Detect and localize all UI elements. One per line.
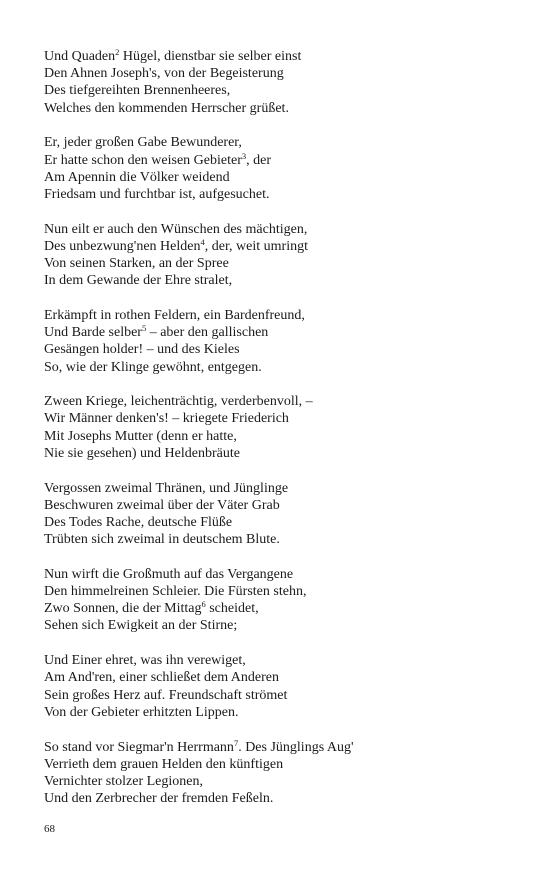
poem-line: [44, 255, 514, 272]
poem-line: [44, 704, 514, 721]
line-text: Zween Kriege, leichenträchtig, verderbenvoll, –: [44, 394, 313, 410]
line-text: Nun wirft die Großmuth auf das Vergangene: [44, 566, 294, 582]
line-text: Mit Josephs Mutter (denn er hatte,: [44, 428, 237, 444]
poem-line: [44, 48, 514, 65]
stanza: [44, 393, 514, 462]
line-text: Wir Männer denken's! – kriegete Friederich: [44, 411, 289, 427]
stanza: [44, 221, 514, 290]
line-text: Nun eilt er auch den Wünschen des mächtigen,: [44, 221, 308, 237]
line-text: Er hatte schon den weisen Gebieter: [44, 152, 242, 168]
line-text: Den himmelreinen Schleier. Die Fürsten stehn,: [44, 584, 307, 600]
line-text: Er, jeder großen Gabe Bewunderer,: [44, 135, 242, 151]
line-text: Nie sie gesehen) und Heldenbräute: [44, 445, 240, 461]
poem-line: [44, 393, 514, 410]
poem-line: [44, 480, 514, 497]
poem-line: [44, 238, 514, 255]
footnote-marker: 7: [233, 737, 239, 748]
line-text-continued: . Des Jünglings Aug': [238, 739, 354, 755]
poem-line: [44, 600, 514, 617]
line-text: Und Quaden: [44, 49, 116, 64]
poem-line: [44, 652, 514, 669]
poem-line: [44, 497, 514, 514]
stanza: [44, 566, 514, 635]
poem-line: [44, 152, 514, 169]
line-text-continued: , der, weit umringt: [204, 238, 308, 254]
line-text-continued: Hügel, dienstbar sie selber einst: [119, 49, 302, 64]
poem-line: [44, 410, 514, 427]
line-text-continued: , der: [246, 152, 272, 168]
footnote-marker: 5: [141, 323, 147, 334]
line-text: Friedsam und furchtbar ist, aufgesuchet.: [44, 186, 270, 202]
line-text: Verrieth dem grauen Helden den künftigen: [44, 756, 284, 772]
poem-text: [44, 48, 514, 825]
stanza: [44, 134, 514, 203]
poem-line: [44, 756, 514, 773]
page-number: 68: [44, 823, 55, 835]
poem-line: [44, 82, 514, 99]
line-text: Vernichter stolzer Legionen,: [44, 773, 203, 789]
poem-line: [44, 186, 514, 203]
poem-line: [44, 514, 514, 531]
line-text: Gesängen holder! – und des Kieles: [44, 342, 240, 358]
poem-line: [44, 773, 514, 790]
poem-line: [44, 307, 514, 324]
stanza: [44, 739, 514, 808]
line-text: Vergossen zweimal Thränen, und Jünglinge: [44, 480, 289, 496]
line-text: Und den Zerbrecher der fremden Feßeln.: [44, 791, 274, 807]
poem-line: [44, 669, 514, 686]
poem-line: [44, 428, 514, 445]
poem-line: [44, 272, 514, 289]
line-text: Des tiefgereihten Brennenheeres,: [44, 83, 231, 99]
poem-line: [44, 445, 514, 462]
line-text: Welches den kommenden Herrscher grüßet.: [44, 100, 289, 116]
footnote-marker: 2: [115, 47, 120, 57]
line-text: Erkämpft in rothen Feldern, ein Bardenfreund,: [44, 307, 305, 323]
poem-line: [44, 687, 514, 704]
poem-line: [44, 169, 514, 186]
poem-line: [44, 100, 514, 117]
line-text: So stand vor Siegmar'n Herrmann: [44, 739, 234, 755]
line-text: Am And'ren, einer schließet dem Anderen: [44, 670, 280, 686]
poem-line: [44, 341, 514, 358]
poem-line: [44, 65, 514, 82]
line-text-continued: scheidet,: [205, 601, 259, 617]
poem-line: [44, 583, 514, 600]
line-text: Und Einer ehret, was ihn verewiget,: [44, 653, 246, 669]
line-text: Den Ahnen Joseph's, von der Begeisterung: [44, 66, 284, 82]
line-text: In dem Gewande der Ehre stralet,: [44, 273, 233, 289]
line-text: So, wie der Klinge gewöhnt, entgegen.: [44, 359, 262, 375]
line-text: Und Barde selber: [44, 325, 142, 341]
line-text: Sein großes Herz auf. Freundschaft strömet: [44, 687, 288, 703]
poem-line: [44, 359, 514, 376]
stanza: [44, 652, 514, 721]
poem-line: [44, 531, 514, 548]
stanza: [44, 480, 514, 549]
stanza: [44, 307, 514, 376]
footnote-marker: 3: [241, 150, 247, 161]
line-text: Sehen sich Ewigkeit an der Stirne;: [44, 618, 238, 634]
poem-line: [44, 324, 514, 341]
poem-line: [44, 617, 514, 634]
line-text: Trübten sich zweimal in deutschem Blute.: [44, 532, 280, 548]
line-text-continued: – aber den gallischen: [146, 325, 269, 341]
poem-line: [44, 566, 514, 583]
footnote-marker: 4: [200, 236, 205, 247]
stanza: [44, 48, 514, 117]
line-text: Des unbezwung'nen Helden: [44, 238, 201, 254]
poem-line: [44, 134, 514, 151]
line-text: Zwo Sonnen, die der Mittag: [44, 601, 202, 617]
line-text: Beschwuren zweimal über der Väter Grab: [44, 497, 280, 513]
footnote-marker: 6: [201, 599, 206, 610]
line-text: Am Apennin die Völker weidend: [44, 169, 230, 185]
poem-line: [44, 790, 514, 807]
poem-line: [44, 739, 514, 756]
poem-line: [44, 221, 514, 238]
line-text: Von seinen Starken, an der Spree: [44, 256, 229, 272]
line-text: Des Todes Rache, deutsche Flüße: [44, 514, 233, 530]
line-text: Von der Gebieter erhitzten Lippen.: [44, 704, 239, 720]
